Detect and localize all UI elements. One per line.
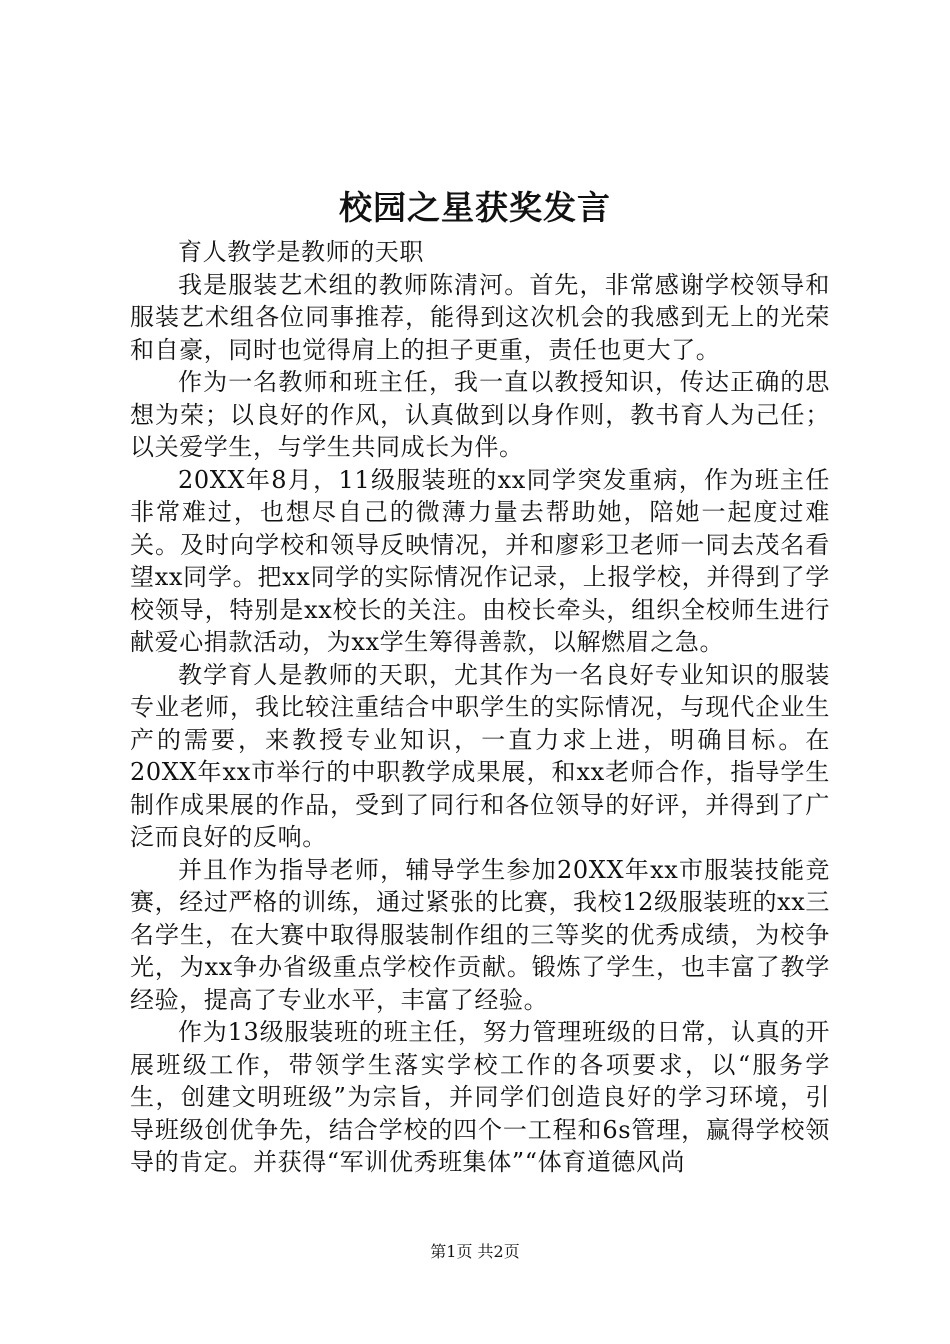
paragraph: 作为13级服装班的班主任，努力管理班级的日常，认真的开展班级工作，带领学生落实学校工作的各项要求，以“服务学生，创建文明班级”为宗旨，并同学们创造良好的学习环境，引导班级创优争先，结合学校的四个一工程和6s管理，赢得学校领导的肯定。并获得“军训优秀班集体”“体育道德风尚 [130, 1018, 830, 1176]
paragraph: 教学育人是教师的天职，尤其作为一名良好专业知识的服装专业老师，我比较注重结合中职学生的实际情况，与现代企业生产的需要，来教授专业知识，一直力求上进，明确目标。在20XX年xx市举行的中职教学成果展，和xx老师合作，指导学生制作成果展的作品，受到了同行和各位领导的好评，并得到了广泛而良好的反响。 [130, 660, 830, 851]
document-title: 校园之星获奖发言 [339, 188, 611, 227]
paragraph: 我是服装艺术组的教师陈清河。首先，非常感谢学校领导和服装艺术组各位同事推荐，能得到这次机会的我感到无上的光荣和自豪，同时也觉得肩上的担子更重，责任也更大了。 [130, 270, 830, 364]
paragraph: 并且作为指导老师，辅导学生参加20XX年xx市服装技能竞赛，经过严格的训练，通过紧张的比赛，我校12级服装班的xx三名学生，在大赛中取得服装制作组的三等奖的优秀成绩，为校争光，为xx争办省级重点学校作贡献。锻炼了学生，也丰富了教学经验，提高了专业水平，丰富了经验。 [130, 855, 830, 1014]
document-body [130, 236, 830, 1179]
paragraph: 作为一名教师和班主任，我一直以教授知识，传达正确的思想为荣；以良好的作风，认真做到以身作则，教书育人为己任；以关爱学生，与学生共同成长为伴。 [130, 368, 830, 461]
page-number-footer: 第1页 共2页 [430, 1242, 520, 1261]
paragraph: 20XX年8月，11级服装班的xx同学突发重病，作为班主任非常难过，也想尽自己的微薄力量去帮助她，陪她一起度过难关。及时向学校和领导反映情况，并和廖彩卫老师一同去茂名看望xx同学。把xx同学的实际情况作记录，上报学校，并得到了学校领导，特别是xx校长的关注。由校长牵头，组织全校师生进行献爱心捐款活动，为xx学生筹得善款，以解燃眉之急。 [130, 465, 830, 656]
paragraph-heading: 育人教学是教师的天职 [178, 238, 424, 266]
